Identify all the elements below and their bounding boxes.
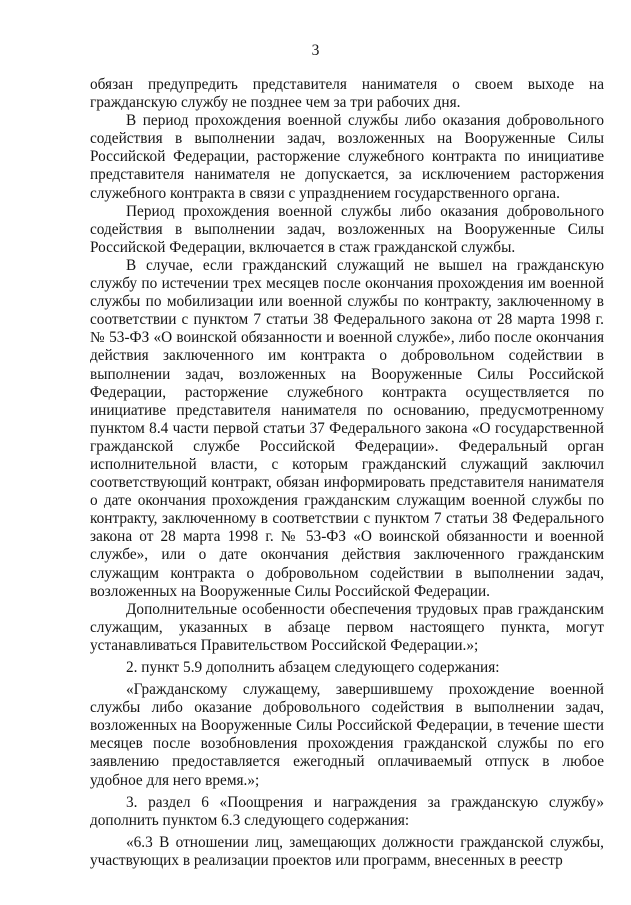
document-body (90, 76, 604, 870)
paragraph-continuation: обязан предупредить представителя нанимателя о своем выходе на гражданскую службу не позднее чем за три рабочих дня. (90, 76, 604, 112)
paragraph-failure-to-return: В случае, если гражданский служащий не вышел на гражданскую службу по истечении трех месяцев после окончания прохождения им военной службы по мобилизации или военной службы по контракту, заключенному в соответствии с пунктом 7 статьи 38 Федерального закона от 28 марта 1998 г. № 53-ФЗ «О воинской обязанности и военной службе», либо после окончания действия заключенного им контракта о добровольном содействии в выполнении задач, возложенных на Вооруженные Силы Российской Федерации, расторжение служебного контракта осуществляется по инициативе представителя нанимателя по основанию, предусмотренному пунктом 8.4 части первой статьи 37 Федерального закона «О государственной гражданской службе Российской Федерации». Федеральный орган исполнительной власти, с которым гражданский служащий заключил соответствующий контракт, обязан информировать представителя нанимателя о дате окончания прохождения гражданским служащим военной службы по контракту, заключенному в соответствии с пунктом 7 статьи 38 Федерального закона от 28 марта 1998 г. № 53-ФЗ «О воинской обязанности и военной службе», или о дате окончания действия заключенного гражданским служащим контракта о добровольном содействии в выполнении задач, возложенных на Вооруженные Силы Российской Федерации. (90, 256, 604, 600)
paragraph-amendment-3: 3. раздел 6 «Поощрения и награждения за гражданскую службу» дополнить пунктом 6.3 следующего содержания: (90, 793, 604, 829)
paragraph-amendment-2: 2. пункт 5.9 дополнить абзацем следующего содержания: (126, 659, 500, 676)
paragraph-leave-provision: «Гражданскому служащему, завершившему прохождение военной службы либо оказание добровольного содействия в выполнении задач, возложенных на Вооруженные Силы Российской Федерации, в течение шести месяцев после возобновления прохождения гражданской службы по его заявлению предоставляется ежегодный оплачиваемый отпуск в любое удобное для него время.»; (90, 681, 604, 789)
paragraph-additional-guarantees: Дополнительные особенности обеспечения трудовых прав гражданским служащим, указанных в абзаце первом настоящего пункта, могут устанавливаться Правительством Российской Федерации.»; (90, 600, 604, 654)
paragraph-contract-termination: В период прохождения военной службы либо оказания добровольного содействия в выполнении задач, возложенных на Вооруженные Силы Российской Федерации, расторжение служебного контракта по инициативе представителя нанимателя не допускается, за исключением расторжения служебного контракта в связи с упразднением государственного органа. (90, 112, 604, 202)
page-number: 3 (311, 42, 320, 59)
paragraph-service-length: Период прохождения военной службы либо оказания добровольного содействия в выполнении задач, возложенных на Вооруженные Силы Российской Федерации, включается в стаж гражданской службы. (90, 202, 604, 256)
paragraph-clause-6-3: «6.3 В отношении лиц, замещающих должности гражданской службы, участвующих в реализации проектов или программ, внесенных в реестр (90, 833, 604, 869)
